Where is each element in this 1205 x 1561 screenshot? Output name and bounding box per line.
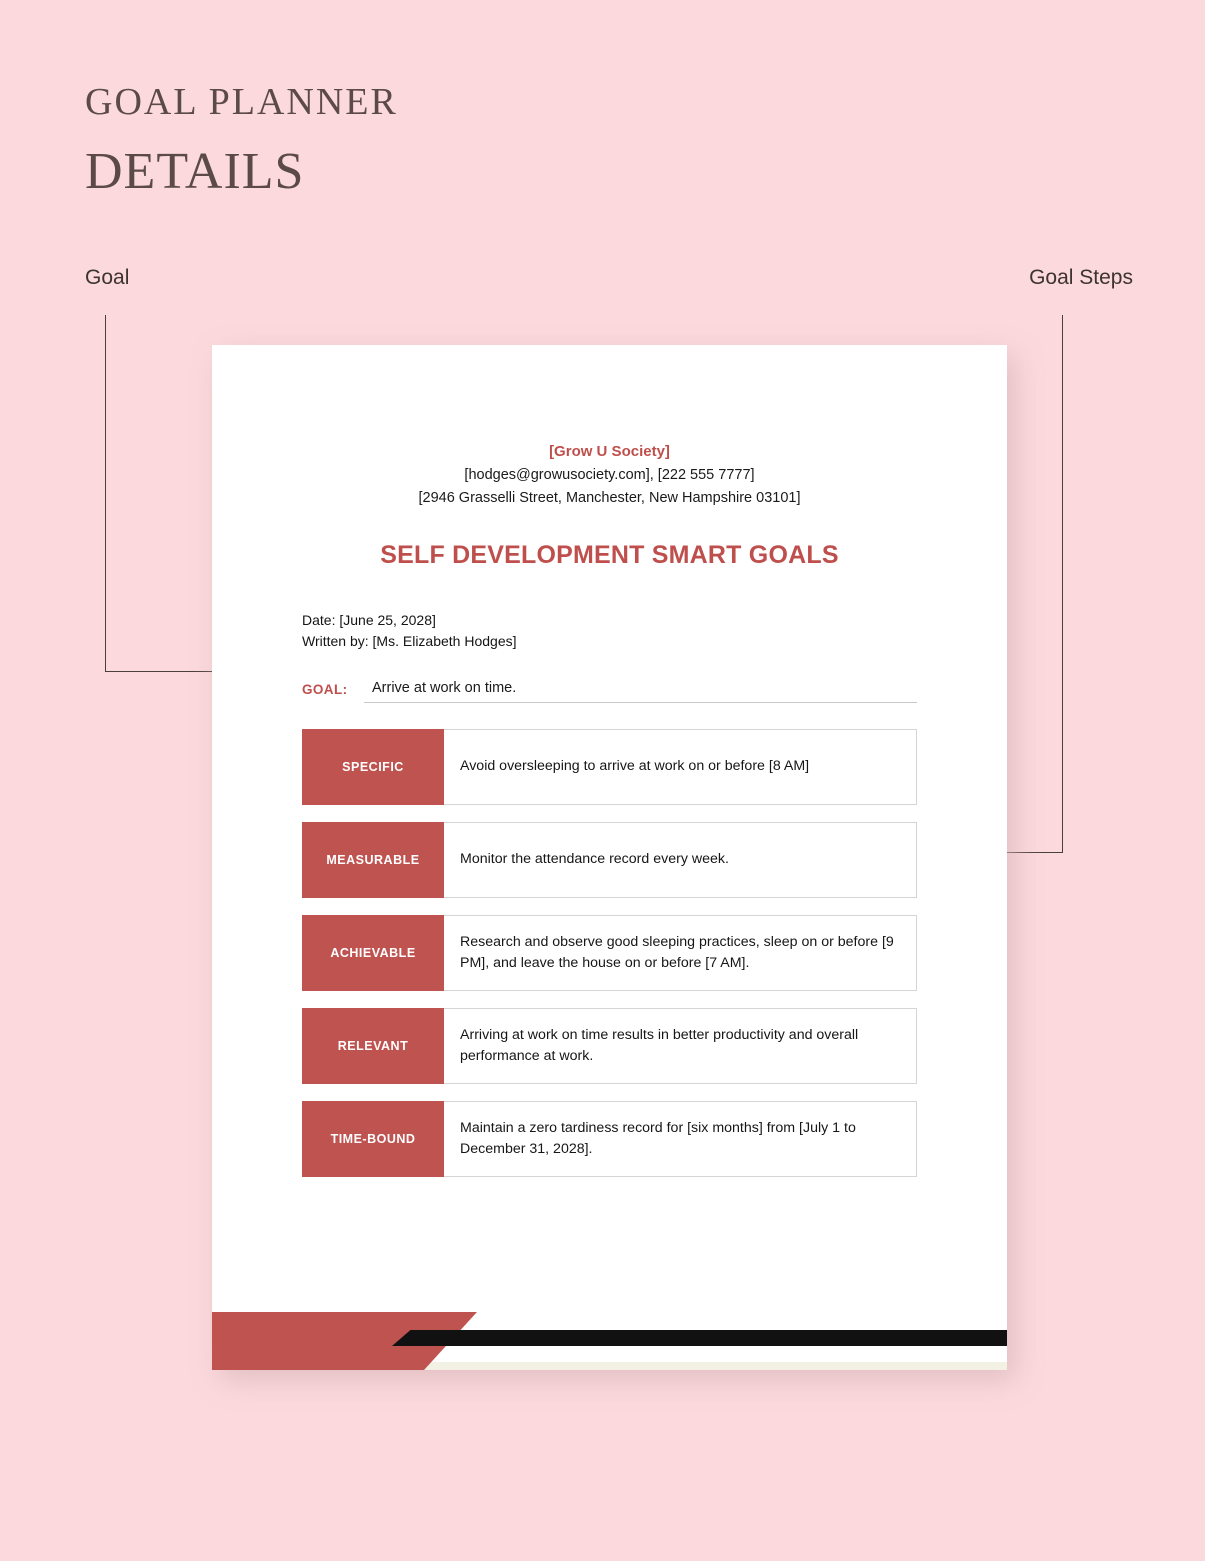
smart-key-specific: SPECIFIC [302,729,444,805]
callout-connector-right-vertical [1062,315,1063,853]
smart-key-time-bound: TIME-BOUND [302,1101,444,1177]
footer-black-bar [392,1330,1007,1346]
smart-key-relevant: RELEVANT [302,1008,444,1084]
document-footer-ribbon [212,1298,1007,1370]
goal-field-row [302,680,917,703]
table-row [302,729,917,805]
smart-value-achievable[interactable]: Research and observe good sleeping practices, sleep on or before [9 PM], and leave the house on or before [7 AM]. [444,915,917,991]
document-date: Date: [June 25, 2028] [302,612,436,628]
callout-label-goal: Goal [85,266,130,289]
table-row [302,1008,917,1084]
page-title: GOAL PLANNER [85,81,398,123]
callout-label-goal-steps: Goal Steps [1029,266,1133,289]
goal-field-value[interactable]: Arrive at work on time. [364,680,917,703]
organization-contact: [hodges@growusociety.com], [222 555 7777] [464,467,755,483]
smart-key-achievable: ACHIEVABLE [302,915,444,991]
callout-connector-left-vertical [105,315,106,672]
goal-field-label: GOAL: [302,682,348,697]
smart-value-time-bound[interactable]: Maintain a zero tardiness record for [six months] from [July 1 to December 31, 2028]. [444,1101,917,1177]
document-title: SELF DEVELOPMENT SMART GOALS [380,541,839,569]
document-author: Written by: [Ms. Elizabeth Hodges] [302,633,517,649]
smart-value-relevant[interactable]: Arriving at work on time results in better productivity and overall performance at work. [444,1008,917,1084]
organization-name: [Grow U Society] [549,443,670,460]
table-row [302,915,917,991]
document-meta [302,610,917,652]
table-row [302,1101,917,1177]
smart-goals-table [302,729,917,1177]
organization-address: [2946 Grasselli Street, Manchester, New Hampshire 03101] [418,490,801,506]
smart-value-measurable[interactable]: Monitor the attendance record every week. [444,822,917,898]
smart-key-measurable: MEASURABLE [302,822,444,898]
page-subtitle: DETAILS [85,143,305,200]
document-preview [212,345,1007,1370]
table-row [302,822,917,898]
document-content [212,443,1007,1177]
smart-value-specific[interactable]: Avoid oversleeping to arrive at work on or before [8 AM] [444,729,917,805]
page-heading-block [85,80,398,201]
